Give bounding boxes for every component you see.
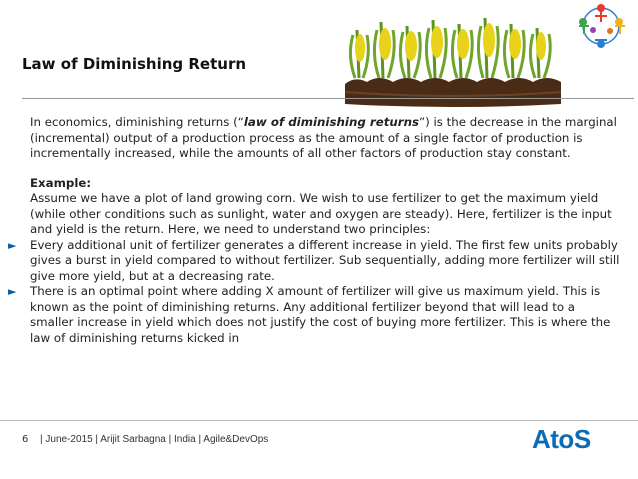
triangle-bullet-icon: ► xyxy=(8,285,17,298)
kids-circle-logo-icon xyxy=(565,0,638,56)
list-item xyxy=(8,237,620,285)
intro-paragraph xyxy=(30,115,620,162)
triangle-bullet-icon: ► xyxy=(8,238,17,252)
example-label: Example: xyxy=(30,175,92,190)
principles-list xyxy=(8,237,620,347)
intro-emphasis: law of diminishing returns xyxy=(243,115,419,129)
bullet-text: There is an optimal point where adding X amount of fertilizer will give us maximum yield. This is known as the point of diminishing returns. Any additional fertilizer beyond that will lead to a smaller increase in yield which does not justify the cost of buying more fertilizer. This is where the law of diminishing returns kicked in xyxy=(30,284,611,345)
footer-divider xyxy=(0,420,638,421)
title-divider xyxy=(22,98,634,99)
atos-logo: AtoS xyxy=(532,424,591,454)
slide-body xyxy=(8,115,620,346)
list-item xyxy=(8,284,620,346)
example-text: Assume we have a plot of land growing corn. We wish to use fertilizer to get the maximum yield (while other conditions such as sunlight, water and oxygen are steady). Here, fertilizer is the input and yield is the return. Here, we need to understand two principles: xyxy=(30,191,612,236)
corn-field-icon xyxy=(345,0,565,110)
bullet-text: Every additional unit of fertilizer generates a different increase in yield. The first few units probably gives a burst in yield compared to without fertilizer. Sub sequentially, adding more fertilizer will still give more yield, but at a decreasing rate. xyxy=(30,237,620,283)
page-number: 6 xyxy=(22,434,29,445)
intro-text-after: ”) is the decrease in the marginal (incremental) output of a production process as the amount of a single factor of production is incrementally increased, while the amounts of all other factors of production stay constant. xyxy=(30,115,617,160)
intro-text-before: In economics, diminishing returns (“ xyxy=(30,115,244,129)
footer-text: | June-2015 | Arijit Sarbagna | India | Agile&DevOps xyxy=(40,434,269,445)
slide-title: Law of Diminishing Return xyxy=(22,55,247,73)
